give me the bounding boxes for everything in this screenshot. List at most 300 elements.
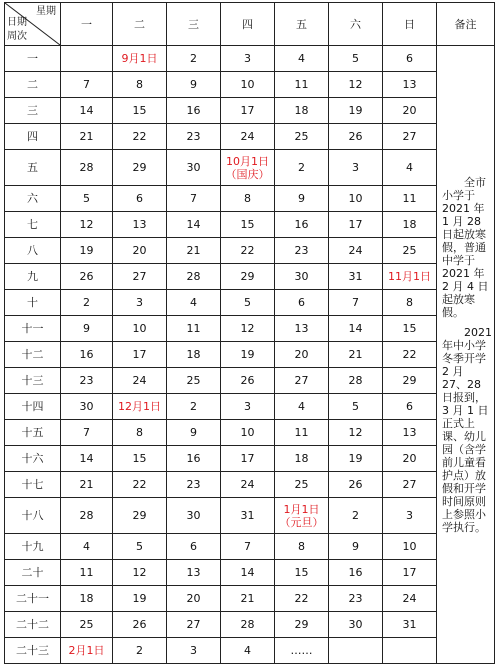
- day-cell: [167, 342, 221, 368]
- day-value: 30: [294, 270, 309, 283]
- day-value: 30: [186, 161, 201, 174]
- notes-cell: [437, 46, 495, 664]
- day-value: 25: [294, 130, 309, 143]
- day-cell: [329, 342, 383, 368]
- day-value: 4: [244, 644, 251, 657]
- day-cell: [275, 316, 329, 342]
- day-cell: [329, 638, 383, 664]
- week-row: [5, 238, 495, 264]
- week-number-cell: 十一: [5, 316, 61, 342]
- day-value: 26: [348, 478, 363, 491]
- day-cell: [275, 212, 329, 238]
- day-value: 24: [240, 130, 255, 143]
- day-value: 22: [240, 244, 255, 257]
- day-value: 25: [402, 244, 417, 257]
- week-row: [5, 534, 495, 560]
- day-value: 14: [186, 218, 201, 231]
- day-cell: [275, 534, 329, 560]
- day-value: 19: [348, 104, 363, 117]
- day-value: 31: [402, 618, 417, 631]
- day-value: 12: [132, 566, 147, 579]
- day-cell: [113, 46, 167, 72]
- corner-label-date: 日期: [7, 17, 27, 28]
- week-row: [5, 212, 495, 238]
- day-cell: [275, 238, 329, 264]
- day-cell: [61, 46, 113, 72]
- day-value: 26: [79, 270, 94, 283]
- day-cell: [329, 534, 383, 560]
- day-cell: [113, 420, 167, 446]
- day-cell: [383, 534, 437, 560]
- day-cell: [275, 98, 329, 124]
- week-number-cell: 九: [5, 264, 61, 290]
- day-cell: [167, 638, 221, 664]
- week-number-cell: 十: [5, 290, 61, 316]
- notes-paragraph-winter-break: 全市小学于 2021 年 1 月 28 日起放寒假，普通中学于 2021 年 2 月 4 日起放寒假。: [442, 175, 489, 319]
- day-value: 11: [402, 192, 417, 205]
- week-row: [5, 316, 495, 342]
- day-value: 24: [402, 592, 417, 605]
- week-row: [5, 560, 495, 586]
- day-value: 2月1日: [68, 644, 105, 657]
- day-cell: [329, 98, 383, 124]
- day-value: 15: [132, 452, 147, 465]
- week-number-cell: 一: [5, 46, 61, 72]
- day-value: 7: [83, 78, 90, 91]
- day-cell: [383, 316, 437, 342]
- day-cell: [383, 98, 437, 124]
- day-value: 30: [348, 618, 363, 631]
- day-cell: [383, 498, 437, 534]
- day-value: 14: [79, 452, 94, 465]
- week-number-cell: 七: [5, 212, 61, 238]
- day-cell: [221, 534, 275, 560]
- day-cell: [61, 560, 113, 586]
- day-value: 20: [186, 592, 201, 605]
- day-cell: [383, 586, 437, 612]
- day-value: 4: [298, 400, 305, 413]
- day-cell: [329, 150, 383, 186]
- day-cell: [221, 612, 275, 638]
- day-value: 22: [132, 478, 147, 491]
- day-cell: [61, 124, 113, 150]
- day-value: 20: [294, 348, 309, 361]
- day-cell: [221, 586, 275, 612]
- day-cell: [275, 124, 329, 150]
- day-cell: [275, 342, 329, 368]
- day-cell: [113, 212, 167, 238]
- day-cell: [167, 446, 221, 472]
- day-value: 15: [294, 566, 309, 579]
- day-cell: [113, 124, 167, 150]
- day-cell: [383, 420, 437, 446]
- week-row: [5, 186, 495, 212]
- day-cell: [383, 124, 437, 150]
- weekday-header-tue: 二: [113, 3, 167, 46]
- day-value: 5: [244, 296, 251, 309]
- holiday-note: （元旦）: [279, 515, 324, 529]
- day-value: 17: [402, 566, 417, 579]
- day-value: 20: [132, 244, 147, 257]
- week-number-cell: 十五: [5, 420, 61, 446]
- day-value: 31: [240, 509, 255, 522]
- week-row: [5, 498, 495, 534]
- day-value: 20: [402, 452, 417, 465]
- day-cell: [61, 586, 113, 612]
- day-cell: [221, 72, 275, 98]
- day-cell: [329, 368, 383, 394]
- day-cell: [275, 290, 329, 316]
- day-value: 7: [83, 426, 90, 439]
- week-row: [5, 264, 495, 290]
- day-cell: [221, 342, 275, 368]
- day-value: 8: [406, 296, 413, 309]
- week-number-cell: 十三: [5, 368, 61, 394]
- day-value: 15: [402, 322, 417, 335]
- day-cell: [275, 46, 329, 72]
- day-value: 30: [79, 400, 94, 413]
- day-cell: [167, 534, 221, 560]
- day-value: 29: [132, 161, 147, 174]
- day-value: 17: [240, 452, 255, 465]
- day-cell: [113, 446, 167, 472]
- day-value: 19: [348, 452, 363, 465]
- day-cell: [329, 316, 383, 342]
- day-cell: [61, 186, 113, 212]
- day-cell: [383, 638, 437, 664]
- day-cell: [167, 98, 221, 124]
- day-cell: [383, 46, 437, 72]
- day-value: 22: [402, 348, 417, 361]
- day-cell: [275, 498, 329, 534]
- day-value: 12: [348, 426, 363, 439]
- day-value: 29: [402, 374, 417, 387]
- day-cell: [275, 150, 329, 186]
- corner-label-week: 周次: [7, 31, 27, 42]
- day-cell: [383, 368, 437, 394]
- day-cell: [61, 98, 113, 124]
- day-cell: [61, 420, 113, 446]
- day-value: 7: [190, 192, 197, 205]
- day-cell: [329, 586, 383, 612]
- day-value: 18: [294, 452, 309, 465]
- day-value: 28: [348, 374, 363, 387]
- day-cell: [221, 98, 275, 124]
- day-cell: [167, 368, 221, 394]
- day-cell: [383, 472, 437, 498]
- day-cell: [167, 150, 221, 186]
- day-value: 4: [83, 540, 90, 553]
- day-value: 16: [348, 566, 363, 579]
- week-number-cell: 十四: [5, 394, 61, 420]
- day-cell: [221, 420, 275, 446]
- week-number-cell: 五: [5, 150, 61, 186]
- day-value: 21: [186, 244, 201, 257]
- day-value: 18: [294, 104, 309, 117]
- day-value: 28: [79, 161, 94, 174]
- week-number-cell: 二十三: [5, 638, 61, 664]
- day-cell: [221, 446, 275, 472]
- week-number-cell: 二十一: [5, 586, 61, 612]
- day-cell: [275, 394, 329, 420]
- day-value: 16: [186, 104, 201, 117]
- day-cell: [167, 316, 221, 342]
- day-value: 25: [294, 478, 309, 491]
- day-cell: [221, 264, 275, 290]
- week-row: [5, 46, 495, 72]
- day-cell: [221, 560, 275, 586]
- day-value: 25: [79, 618, 94, 631]
- day-value: 11: [294, 426, 309, 439]
- week-number-cell: 三: [5, 98, 61, 124]
- day-value: 9: [190, 426, 197, 439]
- day-cell: [61, 238, 113, 264]
- day-cell: [167, 612, 221, 638]
- day-cell: [113, 342, 167, 368]
- day-cell: [61, 342, 113, 368]
- day-value: 2: [190, 400, 197, 413]
- day-cell: [275, 264, 329, 290]
- day-value: 14: [348, 322, 363, 335]
- day-value: 15: [240, 218, 255, 231]
- day-cell: [167, 290, 221, 316]
- day-value: 10: [240, 426, 255, 439]
- day-cell: [167, 124, 221, 150]
- day-cell: [113, 472, 167, 498]
- day-cell: [167, 72, 221, 98]
- day-value: 16: [186, 452, 201, 465]
- day-value: 10: [402, 540, 417, 553]
- day-value: 29: [294, 618, 309, 631]
- day-value: 24: [132, 374, 147, 387]
- day-value: 11: [79, 566, 94, 579]
- day-cell: [275, 368, 329, 394]
- day-cell: [383, 72, 437, 98]
- day-cell: [275, 72, 329, 98]
- day-cell: [113, 586, 167, 612]
- day-value: 12: [348, 78, 363, 91]
- day-value: 20: [402, 104, 417, 117]
- day-cell: [61, 72, 113, 98]
- day-value: 13: [132, 218, 147, 231]
- day-value: 21: [79, 478, 94, 491]
- day-value: 11: [186, 322, 201, 335]
- day-value: 28: [240, 618, 255, 631]
- day-value: 3: [190, 644, 197, 657]
- day-cell: [275, 638, 329, 664]
- week-row: [5, 612, 495, 638]
- day-cell: [167, 46, 221, 72]
- week-number-cell: 十二: [5, 342, 61, 368]
- day-cell: [383, 264, 437, 290]
- day-value: 3: [352, 161, 359, 174]
- weekday-header-thu: 四: [221, 3, 275, 46]
- day-value: 9: [298, 192, 305, 205]
- day-cell: [61, 534, 113, 560]
- day-value: 28: [186, 270, 201, 283]
- school-calendar-table: [4, 2, 495, 664]
- day-cell: [221, 290, 275, 316]
- day-value: 10: [132, 322, 147, 335]
- day-value: 26: [132, 618, 147, 631]
- day-cell: [167, 586, 221, 612]
- day-value: 18: [186, 348, 201, 361]
- day-cell: [221, 638, 275, 664]
- day-value: 27: [186, 618, 201, 631]
- day-cell: [383, 150, 437, 186]
- day-value: 25: [186, 374, 201, 387]
- day-cell: [383, 342, 437, 368]
- week-row: [5, 586, 495, 612]
- day-value: 23: [79, 374, 94, 387]
- day-value: 10月1日: [226, 154, 269, 168]
- day-value: 21: [240, 592, 255, 605]
- day-value: 2: [190, 52, 197, 65]
- day-value: 2: [83, 296, 90, 309]
- day-value: 22: [132, 130, 147, 143]
- day-cell: [167, 186, 221, 212]
- day-cell: [275, 186, 329, 212]
- day-cell: [383, 186, 437, 212]
- day-value: 10: [240, 78, 255, 91]
- day-cell: [221, 46, 275, 72]
- day-value: 3: [136, 296, 143, 309]
- weekday-header-wed: 三: [167, 3, 221, 46]
- week-number-cell: 十六: [5, 446, 61, 472]
- day-cell: [167, 264, 221, 290]
- day-value: 9月1日: [121, 52, 158, 65]
- day-cell: [275, 586, 329, 612]
- day-value: 12: [79, 218, 94, 231]
- day-value: 12: [240, 322, 255, 335]
- weekday-header-sat: 六: [329, 3, 383, 46]
- day-value: 19: [240, 348, 255, 361]
- day-value: 8: [136, 78, 143, 91]
- day-value: 23: [186, 130, 201, 143]
- day-cell: [329, 446, 383, 472]
- day-value: 31: [348, 270, 363, 283]
- day-value: 23: [294, 244, 309, 257]
- day-cell: [113, 238, 167, 264]
- day-cell: [113, 264, 167, 290]
- day-value: 14: [240, 566, 255, 579]
- day-value: 30: [186, 509, 201, 522]
- day-cell: [221, 498, 275, 534]
- header-row: [5, 3, 495, 46]
- day-value: 26: [240, 374, 255, 387]
- day-cell: [113, 150, 167, 186]
- day-cell: [167, 212, 221, 238]
- day-value: 8: [244, 192, 251, 205]
- day-value: 19: [79, 244, 94, 257]
- day-value: 5: [352, 400, 359, 413]
- day-value: 9: [190, 78, 197, 91]
- day-value: 5: [136, 540, 143, 553]
- day-cell: [275, 446, 329, 472]
- day-cell: [329, 394, 383, 420]
- day-value: 16: [79, 348, 94, 361]
- day-cell: [61, 472, 113, 498]
- day-cell: [61, 368, 113, 394]
- day-value: 5: [83, 192, 90, 205]
- day-value: 11月1日: [388, 270, 431, 283]
- week-row: [5, 638, 495, 664]
- week-row: [5, 124, 495, 150]
- day-value: 4: [406, 161, 413, 174]
- day-value: 7: [244, 540, 251, 553]
- week-number-cell: 十八: [5, 498, 61, 534]
- week-row: [5, 290, 495, 316]
- day-value: 17: [132, 348, 147, 361]
- week-row: [5, 446, 495, 472]
- day-value: 22: [294, 592, 309, 605]
- day-cell: [61, 264, 113, 290]
- day-value: 27: [402, 478, 417, 491]
- day-cell: [113, 534, 167, 560]
- day-value: 15: [132, 104, 147, 117]
- day-cell: [329, 46, 383, 72]
- week-row: [5, 394, 495, 420]
- day-cell: [167, 420, 221, 446]
- day-cell: [113, 98, 167, 124]
- week-row: [5, 150, 495, 186]
- day-cell: [113, 316, 167, 342]
- day-cell: [113, 560, 167, 586]
- day-value: 6: [190, 540, 197, 553]
- day-value: 16: [294, 218, 309, 231]
- holiday-note: （国庆）: [225, 167, 270, 181]
- day-cell: [113, 612, 167, 638]
- day-cell: [329, 264, 383, 290]
- day-cell: [383, 212, 437, 238]
- day-value: 19: [132, 592, 147, 605]
- day-value: 13: [402, 78, 417, 91]
- day-cell: [329, 290, 383, 316]
- day-value: 9: [83, 322, 90, 335]
- week-number-cell: 四: [5, 124, 61, 150]
- day-value: 10: [348, 192, 363, 205]
- day-value: 5: [352, 52, 359, 65]
- corner-label-weekday: 星期: [36, 6, 56, 17]
- day-cell: [329, 72, 383, 98]
- week-number-cell: 二十二: [5, 612, 61, 638]
- day-value: 2: [136, 644, 143, 657]
- day-value: 18: [402, 218, 417, 231]
- day-value: 13: [402, 426, 417, 439]
- week-row: [5, 98, 495, 124]
- weekday-header-mon: 一: [61, 3, 113, 46]
- day-cell: [113, 368, 167, 394]
- day-value: 2: [352, 509, 359, 522]
- day-value: 21: [348, 348, 363, 361]
- day-value: 9: [352, 540, 359, 553]
- day-cell: [113, 290, 167, 316]
- day-value: 27: [132, 270, 147, 283]
- day-value: 1月1日: [283, 502, 320, 516]
- day-value: 28: [79, 509, 94, 522]
- day-value: 18: [79, 592, 94, 605]
- day-cell: [329, 472, 383, 498]
- day-value: 6: [406, 52, 413, 65]
- weekday-header-sun: 日: [383, 3, 437, 46]
- week-number-cell: 八: [5, 238, 61, 264]
- day-value: 3: [406, 509, 413, 522]
- day-value: 2: [298, 161, 305, 174]
- day-cell: [61, 394, 113, 420]
- day-cell: [221, 472, 275, 498]
- day-cell: [167, 238, 221, 264]
- day-value: 13: [186, 566, 201, 579]
